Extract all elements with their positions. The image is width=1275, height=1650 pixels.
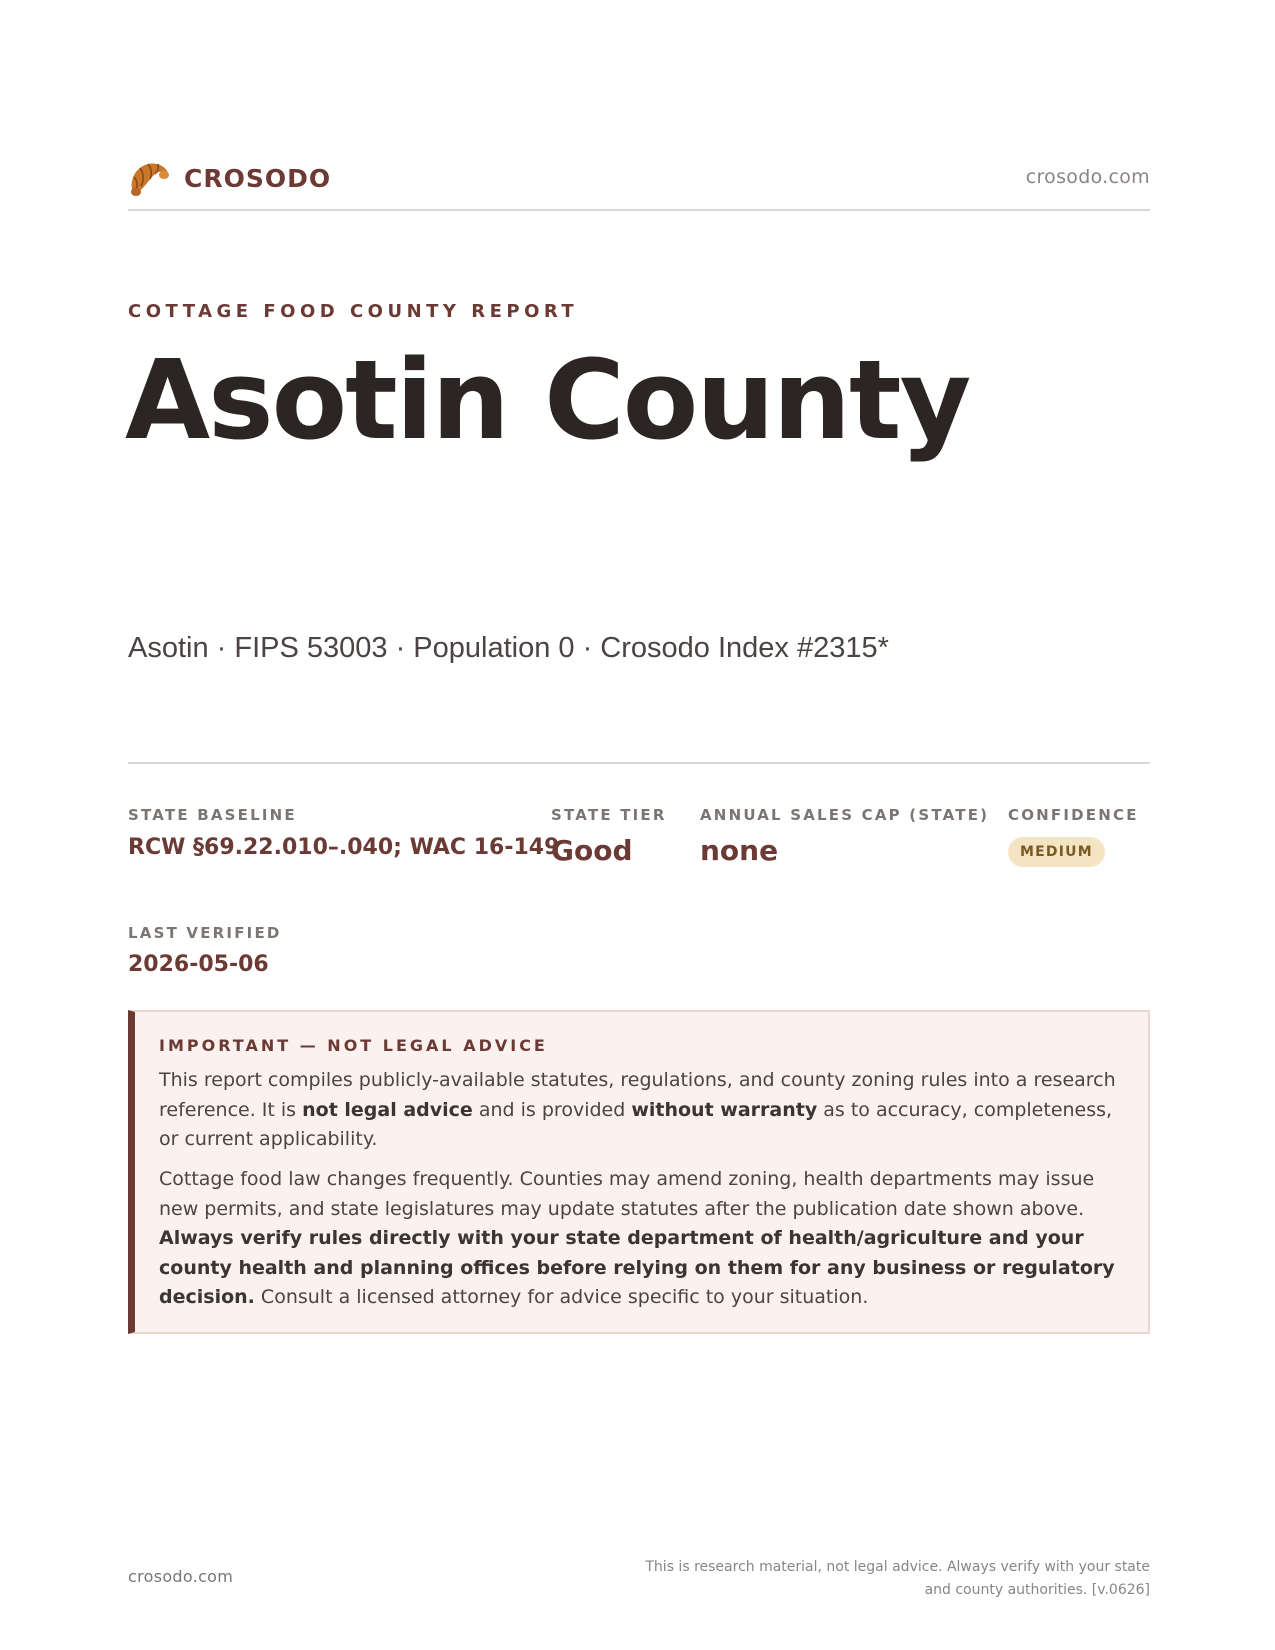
section-divider: [128, 762, 1150, 764]
footer-site-link[interactable]: crosodo.com: [128, 1567, 234, 1586]
notice-paragraph-1: This report compiles publicly-available statutes, regulations, and county zoning rules into a research reference. It is not legal advice and is provided without warranty as to accuracy, completeness, or current applicability.: [159, 1069, 1116, 1150]
legal-notice: [128, 1010, 1150, 1334]
notice-paragraph-2: Cottage food law changes frequently. Counties may amend zoning, health departments may issue new permits, and state legislatures may update statutes after the publication date shown above. Always verify rules directly with your state department of health/agriculture and your county health and planning offices before relying on them for any business or regulatory decision. Consult a licensed attorney for advice specific to your situation.: [159, 1168, 1115, 1308]
sales-cap-label: ANNUAL SALES CAP (STATE): [700, 806, 990, 824]
state-tier-value: Good: [551, 834, 633, 867]
state-tier-label: STATE TIER: [551, 806, 667, 824]
footer-disclaimer: This is research material, not legal advice. Always verify with your state and county authorities. [v.0626]: [645, 1559, 1150, 1598]
page-header: [128, 155, 1150, 211]
report-page: [125, 0, 1150, 1650]
state-baseline-label: STATE BASELINE: [128, 806, 297, 824]
confidence-label: CONFIDENCE: [1008, 806, 1139, 824]
croissant-icon: [128, 159, 170, 197]
brand-logo[interactable]: [128, 159, 331, 197]
notice-title: IMPORTANT — NOT LEGAL ADVICE: [159, 1036, 548, 1055]
brand-name: CROSODO: [184, 163, 332, 193]
report-subtitle: Asotin · FIPS 53003 · Population 0 · Crosodo Index #2315*: [128, 632, 889, 664]
last-verified-value: 2026-05-06: [128, 952, 269, 977]
report-eyebrow: COTTAGE FOOD COUNTY REPORT: [128, 301, 579, 322]
sales-cap-value: none: [700, 834, 779, 867]
state-baseline-value: RCW §69.22.010–.040; WAC 16-149: [128, 835, 560, 860]
last-verified-label: LAST VERIFIED: [128, 924, 282, 942]
page-title: Asotin County: [125, 336, 970, 464]
confidence-badge: MEDIUM: [1008, 837, 1105, 867]
header-site-link[interactable]: crosodo.com: [1025, 166, 1150, 188]
